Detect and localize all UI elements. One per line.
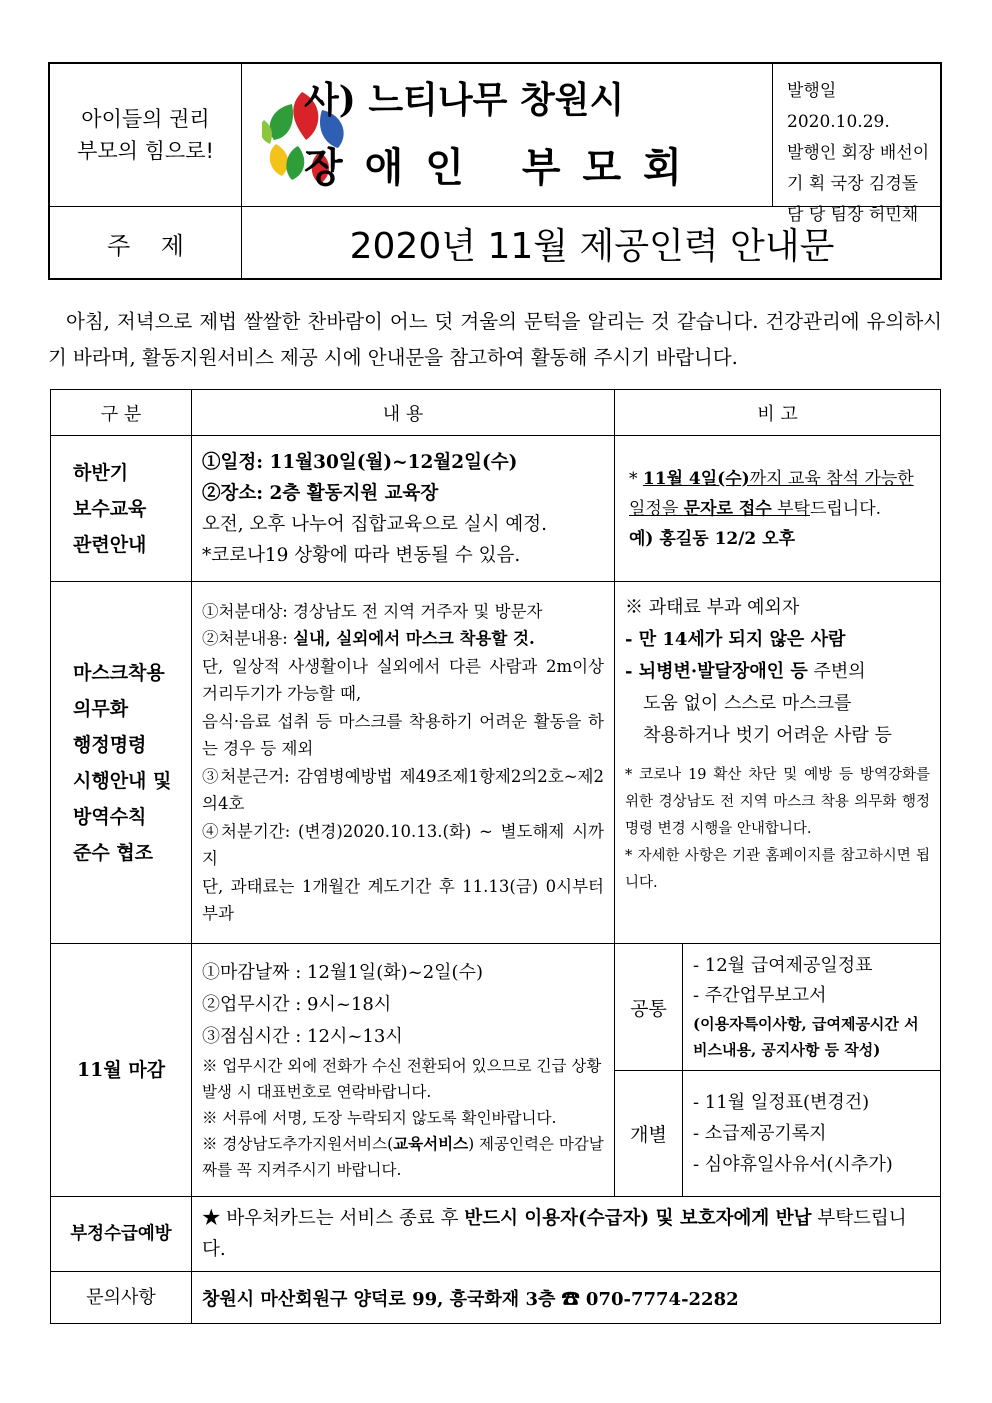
row2-category-line: 행정명령 <box>73 733 147 756</box>
row2-category-line: 시행안내 및 <box>73 769 172 792</box>
manager: 담 당 팀장 허민채 <box>787 205 919 225</box>
common-item-note: (이용자특이사항, 급여제공시간 서비스내용, 공지사항 등 작성) <box>693 1015 919 1059</box>
row1-remark-example: 예) 홍길동 12/2 오후 <box>629 528 796 549</box>
header-remarks: 비 고 <box>615 390 941 436</box>
star-mark: * <box>629 468 643 489</box>
header-content: 내 용 <box>192 390 615 436</box>
row2-remark-bold: - 뇌병변·발달장애인 등 <box>625 661 808 682</box>
row2-item-bold: 실내, 실외에서 마스크 착용할 것. <box>293 629 535 648</box>
slogan-line2: 부모의 힘으로! <box>77 139 214 163</box>
contact-info <box>192 1272 941 1324</box>
row3-category: 11월 마감 <box>51 944 192 1197</box>
planner: 기 획 국장 김경돌 <box>787 174 919 194</box>
common-item: - 주간업무보고서 <box>693 985 827 1006</box>
remark-text: 일정을 <box>629 498 684 519</box>
row1-content <box>192 436 615 582</box>
row1-place: ②장소: 2층 활동지원 교육장 <box>202 482 439 504</box>
row1-category <box>51 436 192 582</box>
table-row <box>51 436 941 582</box>
remark-date: 11월 4일(수) <box>642 468 750 489</box>
individual-item: - 심야휴일사유서(시추가) <box>693 1154 893 1175</box>
table-row <box>51 582 941 944</box>
row2-remark-item: 도움 없이 스스로 마스크를 <box>643 693 852 714</box>
row1-line3: 오전, 오후 나누어 집합교육으로 실시 예정. <box>202 513 547 535</box>
individual-item: - 11월 일정표(변경건) <box>693 1092 870 1113</box>
publication-info <box>772 64 942 225</box>
row3-note-text: ※ 경상남도추가지원서비스( <box>202 1135 394 1153</box>
row2-remark-item <box>625 656 930 688</box>
row3-note-bold: 교육서비스 <box>393 1134 469 1153</box>
row4-category: 부정수급예방 <box>51 1197 192 1272</box>
row3-item: ②업무시간 : 9시~18시 <box>202 994 392 1015</box>
table-row <box>51 944 941 1071</box>
row3-item: ③점심시간 : 12시~13시 <box>202 1026 403 1047</box>
row5-category: 문의사항 <box>51 1272 192 1324</box>
row2-content <box>192 582 615 944</box>
row4-text: 부탁드립니다. <box>202 1208 907 1260</box>
row4-text-bold: 반드시 이용자(수급자) 및 보호자에게 반납 <box>464 1208 812 1229</box>
row2-category-line: 준수 협조 <box>73 841 154 864</box>
row1-remark-line2 <box>629 494 930 524</box>
row3-item: ①마감날짜 : 12월1일(화)~2일(수) <box>202 962 483 983</box>
row2-item: 단, 과태료는 1개월간 계도기간 후 11.13(금) 0시부터 부과 <box>202 876 604 923</box>
contact-phone[interactable]: 070-7774-2282 <box>579 1288 739 1310</box>
publish-date: 발행일 2020.10.29. <box>787 81 890 132</box>
row1-line4: *코로나19 상황에 따라 변동될 수 있음. <box>202 544 521 566</box>
remark-text: 드립니다. <box>809 498 882 519</box>
row1-category-line: 보수교육 <box>73 497 147 520</box>
row2-category-line: 마스크착용 <box>73 661 165 684</box>
table-header-row <box>51 390 941 436</box>
row4-content <box>192 1197 941 1272</box>
common-label: 공통 <box>615 944 683 1071</box>
row2-item-label: ②처분내용: <box>202 629 294 648</box>
subject-title: 2020년 11월 제공인력 안내문 <box>349 226 835 267</box>
table-row <box>51 1197 941 1272</box>
row2-item: ①처분대상: 경상남도 전 지역 거주자 및 방문자 <box>202 601 543 621</box>
row2-item: ④처분기간: (변경)2020.10.13.(화) ~ 별도해제 시까지 <box>202 821 604 868</box>
row2-item <box>202 625 604 653</box>
organization-name-line2: 장애인 부모회 <box>304 144 704 191</box>
slogan <box>50 64 242 206</box>
row1-category-line: 하반기 <box>73 461 129 484</box>
subject-label-text: 주 제 <box>107 232 184 260</box>
header-box <box>48 62 942 280</box>
row2-remarks <box>615 582 941 944</box>
row2-item: ③처분근거: 감염병예방법 제49조제1항제2의2호~제2의4호 <box>202 766 604 813</box>
info-table <box>50 389 941 1324</box>
row2-category-line: 의무화 <box>73 697 129 720</box>
row2-remark-text: 주변의 <box>807 661 866 682</box>
row2-remark-title: ※ 과태료 부과 예외자 <box>625 597 800 618</box>
organization-name-line1: 사) 느티나무 창원시 <box>304 79 625 121</box>
contact-address: 창원시 마산회원구 양덕로 99, 흥국화재 3층 <box>202 1288 562 1310</box>
intro-paragraph <box>48 304 942 376</box>
row2-remark-note: * 자세한 사항은 기관 홈페이지를 참고하시면 됩니다. <box>625 848 930 891</box>
row3-note: ※ 서류에 서명, 도장 누락되지 않도록 확인바랍니다. <box>202 1109 557 1127</box>
row3-note-text: ) 제공인력은 마감날짜를 꼭 지켜주시기 바랍니다. <box>202 1135 604 1179</box>
row2-remark-note: * 코로나 19 확산 차단 및 예방 등 방역강화를 위한 경상남도 전 지역 마스크 착용 의무화 행정명령 변경 시행을 안내합니다. <box>625 767 930 837</box>
row2-category <box>51 582 192 944</box>
remark-text-bold: 문자로 접수 <box>683 498 772 519</box>
common-item: - 12월 급여제공일정표 <box>693 955 873 976</box>
row3-content <box>192 944 615 1197</box>
row1-remarks <box>615 436 941 582</box>
row1-remark-line1 <box>629 464 930 494</box>
row2-remark-item: - 만 14세가 되지 않은 사람 <box>625 629 846 650</box>
organization-logo-area <box>242 64 772 206</box>
individual-item: - 소급제공기록지 <box>693 1123 827 1144</box>
row1-schedule: ①일정: 11월30일(월)~12월2일(수) <box>202 451 518 473</box>
remark-text: 까지 교육 참석 가능한 <box>749 468 914 489</box>
publisher: 발행인 회장 배선이 <box>787 143 930 163</box>
individual-label: 개별 <box>615 1071 683 1197</box>
row3-note <box>202 1131 604 1183</box>
header-category: 구 분 <box>51 390 192 436</box>
row3-note: ※ 업무시간 외에 전화가 수신 전환되어 있으므로 긴급 상황 발생 시 대표번호로 연락바랍니다. <box>202 1057 602 1101</box>
phone-icon: ☎ <box>561 1288 580 1310</box>
row2-item: 단, 일상적 사생활이나 실외에서 다른 사람과 2m이상 거리두기가 가능할 때, <box>202 656 604 703</box>
intro-text: 아침, 저녁으로 제법 쌀쌀한 찬바람이 어느 덧 겨울의 문턱을 알리는 것 같습니다. 건강관리에 유의하시기 바라며, 활동지원서비스 제공 시에 안내문을 참고하여 활동해 주시기 바랍니다. <box>48 310 942 369</box>
row4-text: ★ 바우처카드는 서비스 종료 후 <box>202 1208 465 1229</box>
row2-category-line: 방역수칙 <box>73 805 147 828</box>
individual-items <box>683 1071 941 1197</box>
slogan-line1: 아이들의 권리 <box>81 107 210 131</box>
table-row <box>51 1272 941 1324</box>
row2-remark-item: 착용하거나 벗기 어려운 사람 등 <box>643 725 892 746</box>
common-items <box>683 944 941 1071</box>
remark-text: 부탁 <box>771 498 810 519</box>
subject-label <box>50 207 242 280</box>
row2-item: 음식·음료 섭취 등 마스크를 착용하기 어려운 활동을 하는 경우 등 제외 <box>202 711 604 758</box>
row1-category-line: 관련안내 <box>73 533 147 556</box>
